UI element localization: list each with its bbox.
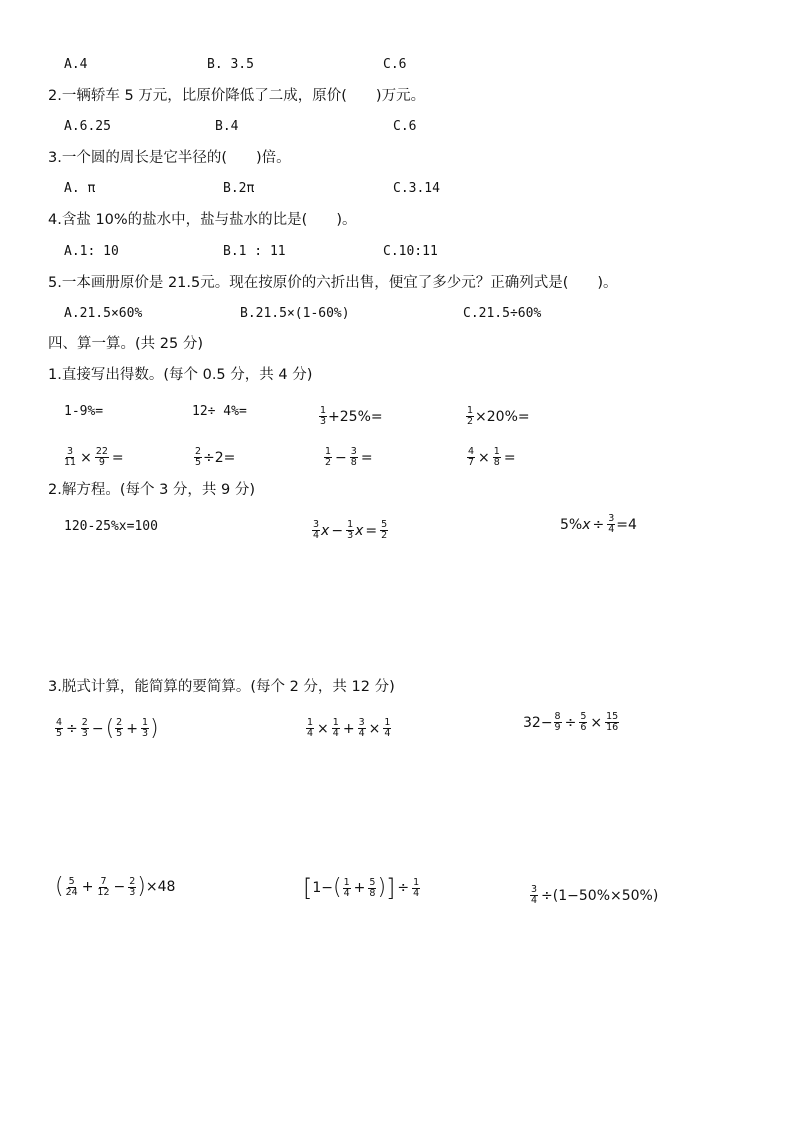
q4-option-a: A.1: 10 [64,244,119,259]
oral-calc-6: $\frac{2}{5}$ ÷2= [195,446,236,468]
q2-stem: 2.一辆轿车 5 万元，比原价降低了二成，原价( )万元。 [48,88,426,104]
equation-1: 120-25%x=100 [64,519,158,534]
q4-stem: 4.含盐 10%的盐水中，盐与盐水的比是( )。 [48,212,357,228]
q1-option-a: A.4 [64,57,88,72]
oral-calc-1: 1-9%= [64,404,104,419]
oral-calc-3: $\frac{1}{3}$ +25%= [320,405,383,427]
q5-stem: 5.一本画册原价是 21.5元。现在按原价的六折出售，便宜了多少元？正确列式是( )。 [48,275,618,291]
fraction: $\frac{1}{3}$ [320,405,327,427]
oral-calc-4: $\frac{1}{2}$ ×20%= [467,405,530,427]
q5-option-c: C.21.5÷60% [463,306,542,321]
equation-2: $\frac{3}{4}$ x − $\frac{1}{3}$ x = $\frac{5}{2}$ [313,519,388,541]
section4-title: 四、算一算。(共 25 分) [48,336,203,352]
calc-3: 32− $\frac{8}{9}$ ÷ $\frac{5}{6}$ × $\frac{15}{16}$ [523,711,619,733]
oral-calc-7: $\frac{1}{2}$ − $\frac{3}{8}$ = [325,446,373,468]
q2-option-b: B.4 [215,119,239,134]
q2-option-a: A.6.25 [64,119,111,134]
part3-title: 3.脱式计算，能简算的要简算。(每个 2 分，共 12 分) [48,679,395,695]
q1-option-c: C.6 [383,57,407,72]
calc-4: ( $\frac{5}{24}$ + $\frac{7}{12}$ − $\frac{2}{3}$ ) ×48 [55,874,176,899]
q4-option-c: C.10:11 [383,244,438,259]
oral-calc-5: $\frac{3}{11}$ × $\frac{22}{9}$ = [64,446,124,468]
fraction: $\frac{1}{2}$ [467,405,474,427]
q4-option-b: B.1 : 11 [223,244,286,259]
q3-option-c: C.3.14 [393,181,440,196]
part1-title: 1.直接写出得数。(每个 0.5 分，共 4 分) [48,367,313,383]
q5-option-a: A.21.5×60% [64,306,143,321]
q3-stem: 3.一个圆的周长是它半径的( )倍。 [48,150,291,166]
calc-5: [ 1− ( $\frac{1}{4}$ + $\frac{5}{8}$ ) ] ÷ $\frac{1}{4}$ [303,874,420,902]
equation-3: 5% x ÷ $\frac{3}{4}$ =4 [560,513,637,535]
oral-calc-2: 12÷ 4%= [192,404,247,419]
calc-2: $\frac{1}{4}$ × $\frac{1}{4}$ + $\frac{3}{4}$ × $\frac{1}{4}$ [307,717,391,739]
q1-option-b: B. 3.5 [207,57,254,72]
q5-option-b: B.21.5×(1-60%) [240,306,350,321]
calc-6: $\frac{3}{4}$ ÷(1−50%×50%) [531,884,659,906]
calc-1: $\frac{4}{5}$ ÷ $\frac{2}{3}$ − ( $\frac{2}{5}$ + $\frac{1}{3}$ ) [56,715,159,741]
q2-option-c: C.6 [393,119,417,134]
q3-option-b: B.2π [223,181,255,196]
oral-calc-8: $\frac{4}{7}$ × $\frac{1}{8}$ = [468,446,516,468]
part2-title: 2.解方程。(每个 3 分，共 9 分) [48,482,256,498]
q3-option-a: A. π [64,181,96,196]
